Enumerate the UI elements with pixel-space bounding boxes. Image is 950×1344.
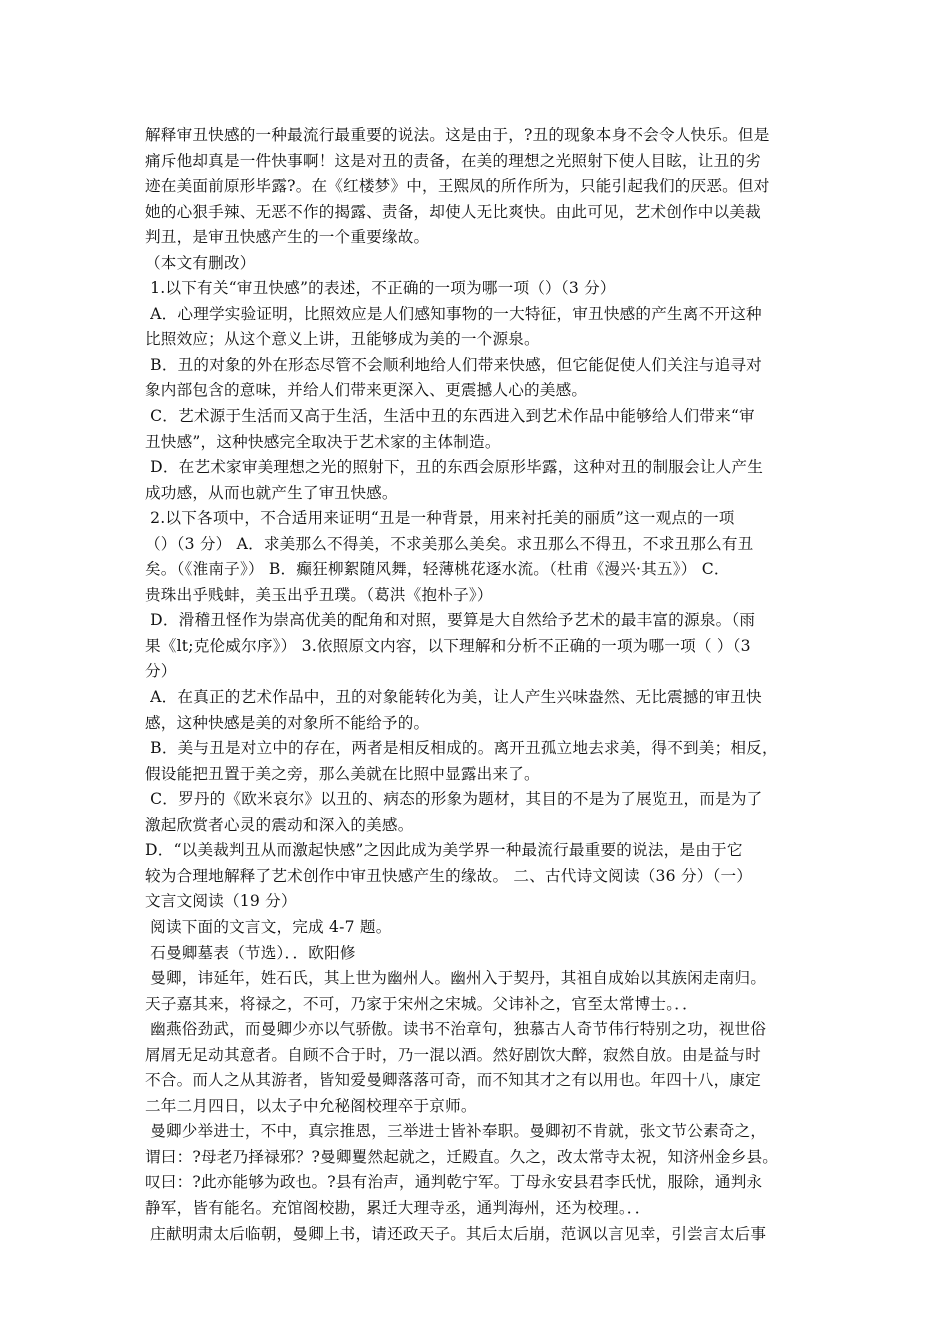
passage-line: 二年二月四日，以太子中允秘阁校理卒于京师。 xyxy=(145,1096,477,1115)
text-line: 判丑，是审丑快感产生的一个重要缘故。 xyxy=(145,228,430,247)
text-line: 矣。（《淮南子》） B．癫狂柳絮随风舞，轻薄桃花逐水流。（杜甫《漫兴·其五》） C． xyxy=(145,560,730,579)
text-line: 比照效应；从这个意义上讲，丑能够成为美的一个源泉。 xyxy=(145,330,540,349)
text-line: 解释审丑快感的一种最流行最重要的说法。这是由于，?丑的现象本身不会令人快乐。但是 xyxy=(145,126,770,144)
option-a: A．在真正的艺术作品中，丑的对象能转化为美，让人产生兴味盎然、无比震撼的审丑快 xyxy=(145,688,762,707)
question-1-stem: 1.以下有关“审丑快感”的表述，不正确的一项为哪一项（）（3 分） xyxy=(145,279,616,298)
passage-line: 曼卿，讳延年，姓石氏，其上世为幽州人。幽州入于契丹，其祖自成始以其族闲走南归。 xyxy=(145,969,767,988)
text-line: 感，这种快感是美的对象所不能给予的。 xyxy=(145,713,430,732)
passage-line: 天子嘉其来，将禄之，不可，乃家于宋州之宋城。父讳补之，官至太常博士。．． xyxy=(145,994,698,1013)
option-c: C．罗丹的《欧米哀尔》以丑的、病态的形象为题材，其目的不是为了展览丑，而是为了 xyxy=(145,790,763,809)
passage-title: 石曼卿墓表（节选）．．欧阳修 xyxy=(145,943,356,962)
passage-line: 叹曰：?此亦能够为政也。?县有治声，通判乾宁军。丁母永安县君李氏忧，服除，通判永 xyxy=(145,1173,763,1192)
text-line: 迹在美面前原形毕露?。在《红楼梦》中，王熙凤的所作所为，只能引起我们的厌恶。但对 xyxy=(145,177,770,196)
option-a: A．心理学实验证明，比照效应是人们感知事物的一大特征，审丑快感的产生离不开这种 xyxy=(145,304,762,323)
option-d: D．在艺术家审美理想之光的照射下，丑的东西会原形毕露，这种对丑的制服会让人产生 xyxy=(145,458,764,477)
text-line: 痛斥他却真是一件快事啊！这是对丑的责备，在美的理想之光照射下使人目眩，让丑的劣 xyxy=(145,151,761,170)
question-3-stem: 果《lt;克伦威尔序》） 3.依照原文内容，以下理解和分析不正确的一项为哪一项（ ）（3 xyxy=(145,636,751,655)
option-b: B．丑的对象的外在形态尽管不会顺利地给人们带来快感，但它能促使人们关注与追寻对 xyxy=(145,355,762,374)
text-line: 分） xyxy=(145,662,177,681)
option-d: D．滑稽丑怪作为崇高优美的配角和对照，要算是大自然给予艺术的最丰富的源泉。（雨 xyxy=(145,611,756,630)
text-line: 她的心狠手辣、无恶不作的揭露、责备，却使人无比爽快。由此可见，艺术创作中以美裁 xyxy=(145,202,761,221)
text-line: （）（3 分） A．求美那么不得美，不求美那么美矣。求丑那么不得丑，不求丑那么有丑 xyxy=(145,534,754,553)
passage-line: 幽燕俗劲武，而曼卿少亦以气骄傲。读书不治章句，独慕古人奇节伟行特别之功，视世俗 xyxy=(145,1020,767,1039)
passage-line: 谓曰：?母老乃择禄邪？?曼卿矍然起就之，迁殿直。久之，改太常寺太祝，知济州金乡县。 xyxy=(145,1147,779,1166)
document-body xyxy=(145,123,825,1247)
question-2-stem: 2.以下各项中，不合适用来证明“丑是一种背景，用来衬托美的丽质”这一观点的一项 xyxy=(145,509,735,528)
option-d: D．“以美裁判丑从而激起快感”之因此成为美学界一种最流行最重要的说法，是由于它 xyxy=(145,841,743,860)
instruction: 阅读下面的文言文，完成 4-7 题。 xyxy=(145,917,392,936)
passage-line: 静军，皆有能名。充馆阁校勘，累迁大理寺丞，通判海州，还为校理。．． xyxy=(145,1198,651,1217)
text-line: 假设能把丑置于美之旁，那么美就在比照中显露出来了。 xyxy=(145,764,540,783)
passage-line: 屑屑无足动其意者。自顾不合于时，乃一混以酒。然好剧饮大醉，寂然自放。由是益与时 xyxy=(145,1045,761,1064)
passage-line: 曼卿少举进士，不中，真宗推恩，三举进士皆补奉职。曼卿初不肯就，张文节公素奇之， xyxy=(145,1122,767,1141)
text-line: 激起欣赏者心灵的震动和深入的美感。 xyxy=(145,815,414,834)
option-c: C．艺术源于生活而又高于生活，生活中丑的东西进入到艺术作品中能够给人们带来“审 xyxy=(145,407,755,426)
text-line: （本文有删改） xyxy=(145,253,256,272)
section-heading: 文言文阅读（19 分） xyxy=(145,892,297,911)
text-line: 成功感，从而也就产生了审丑快感。 xyxy=(145,483,398,502)
text-line: 象内部包含的意味，并给人们带来更深入、更震撼人心的美感。 xyxy=(145,381,588,400)
passage-line: 不合。而人之从其游者，皆知爱曼卿落落可奇，而不知其才之有以用也。年四十八，康定 xyxy=(145,1071,761,1090)
section-heading: 较为合理地解释了艺术创作中审丑快感产生的缘故。 二、古代诗文阅读（36 分）（一） xyxy=(145,866,753,885)
text-line: 丑快感”，这种快感完全取决于艺术家的主体制造。 xyxy=(145,432,501,451)
text-line: 贵珠出乎贱蚌，美玉出乎丑璞。（葛洪《抱朴子》） xyxy=(145,585,493,604)
passage-line: 庄献明肃太后临朝，曼卿上书，请还政天子。其后太后崩，范讽以言见幸，引尝言太后事 xyxy=(145,1224,767,1243)
option-b: B．美与丑是对立中的存在，两者是相反相成的。离开丑孤立地去求美，得不到美；相反， xyxy=(145,739,778,758)
